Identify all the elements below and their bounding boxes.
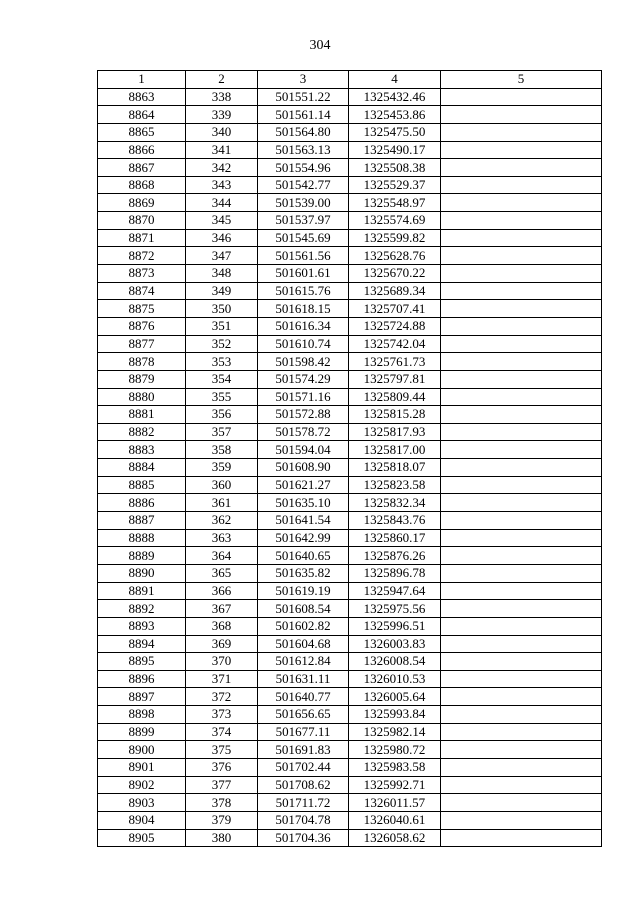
note-cell <box>441 794 602 812</box>
x-coordinate-cell: 501561.14 <box>258 106 349 124</box>
note-cell <box>441 741 602 759</box>
y-coordinate-cell: 1325432.46 <box>349 88 441 106</box>
table-row <box>98 653 602 671</box>
x-coordinate-cell: 501708.62 <box>258 776 349 794</box>
y-coordinate-cell: 1326040.61 <box>349 811 441 829</box>
table-row <box>98 459 602 477</box>
point-number-cell: 349 <box>186 282 258 300</box>
table-row <box>98 741 602 759</box>
x-coordinate-cell: 501618.15 <box>258 300 349 318</box>
note-cell <box>441 300 602 318</box>
note-cell <box>441 564 602 582</box>
point-number-cell: 356 <box>186 406 258 424</box>
row-number-cell: 8885 <box>98 476 186 494</box>
table-row <box>98 670 602 688</box>
x-coordinate-cell: 501608.54 <box>258 600 349 618</box>
y-coordinate-cell: 1325809.44 <box>349 388 441 406</box>
x-coordinate-cell: 501612.84 <box>258 653 349 671</box>
row-number-cell: 8880 <box>98 388 186 406</box>
x-coordinate-cell: 501604.68 <box>258 635 349 653</box>
table-row <box>98 582 602 600</box>
x-coordinate-cell: 501635.10 <box>258 494 349 512</box>
point-number-cell: 338 <box>186 88 258 106</box>
table-row <box>98 758 602 776</box>
row-number-cell: 8892 <box>98 600 186 618</box>
note-cell <box>441 459 602 477</box>
row-number-cell: 8905 <box>98 829 186 847</box>
y-coordinate-cell: 1326008.54 <box>349 653 441 671</box>
table-row <box>98 159 602 177</box>
table-row <box>98 141 602 159</box>
row-number-cell: 8882 <box>98 423 186 441</box>
row-number-cell: 8884 <box>98 459 186 477</box>
table-row <box>98 388 602 406</box>
table-row <box>98 229 602 247</box>
x-coordinate-cell: 501601.61 <box>258 265 349 283</box>
row-number-cell: 8863 <box>98 88 186 106</box>
point-number-cell: 340 <box>186 123 258 141</box>
note-cell <box>441 265 602 283</box>
point-number-cell: 350 <box>186 300 258 318</box>
note-cell <box>441 317 602 335</box>
y-coordinate-cell: 1325947.64 <box>349 582 441 600</box>
row-number-cell: 8864 <box>98 106 186 124</box>
x-coordinate-cell: 501539.00 <box>258 194 349 212</box>
x-coordinate-cell: 501545.69 <box>258 229 349 247</box>
note-cell <box>441 776 602 794</box>
y-coordinate-cell: 1325817.93 <box>349 423 441 441</box>
point-number-cell: 355 <box>186 388 258 406</box>
note-cell <box>441 758 602 776</box>
note-cell <box>441 229 602 247</box>
note-cell <box>441 582 602 600</box>
row-number-cell: 8872 <box>98 247 186 265</box>
x-coordinate-cell: 501641.54 <box>258 512 349 530</box>
page-number: 304 <box>309 38 331 53</box>
y-coordinate-cell: 1325843.76 <box>349 512 441 530</box>
note-cell <box>441 388 602 406</box>
point-number-cell: 365 <box>186 564 258 582</box>
table-row <box>98 723 602 741</box>
row-number-cell: 8873 <box>98 265 186 283</box>
y-coordinate-cell: 1325453.86 <box>349 106 441 124</box>
x-coordinate-cell: 501642.99 <box>258 529 349 547</box>
point-number-cell: 364 <box>186 547 258 565</box>
y-coordinate-cell: 1325490.17 <box>349 141 441 159</box>
table-row <box>98 353 602 371</box>
note-cell <box>441 141 602 159</box>
row-number-cell: 8875 <box>98 300 186 318</box>
point-number-cell: 339 <box>186 106 258 124</box>
x-coordinate-cell: 501602.82 <box>258 617 349 635</box>
point-number-cell: 376 <box>186 758 258 776</box>
x-coordinate-cell: 501594.04 <box>258 441 349 459</box>
y-coordinate-cell: 1325548.97 <box>349 194 441 212</box>
y-coordinate-cell: 1325689.34 <box>349 282 441 300</box>
table-row <box>98 476 602 494</box>
table-row <box>98 617 602 635</box>
table-row <box>98 212 602 230</box>
point-number-cell: 362 <box>186 512 258 530</box>
x-coordinate-cell: 501610.74 <box>258 335 349 353</box>
point-number-cell: 342 <box>186 159 258 177</box>
table-row <box>98 829 602 847</box>
y-coordinate-cell: 1325996.51 <box>349 617 441 635</box>
note-cell <box>441 811 602 829</box>
point-number-cell: 369 <box>186 635 258 653</box>
point-number-cell: 359 <box>186 459 258 477</box>
x-coordinate-cell: 501635.82 <box>258 564 349 582</box>
row-number-cell: 8878 <box>98 353 186 371</box>
note-cell <box>441 176 602 194</box>
x-coordinate-cell: 501631.11 <box>258 670 349 688</box>
table-row <box>98 123 602 141</box>
y-coordinate-cell: 1325896.78 <box>349 564 441 582</box>
x-coordinate-cell: 501656.65 <box>258 706 349 724</box>
x-coordinate-cell: 501704.36 <box>258 829 349 847</box>
point-number-cell: 351 <box>186 317 258 335</box>
note-cell <box>441 706 602 724</box>
y-coordinate-cell: 1325982.14 <box>349 723 441 741</box>
row-number-cell: 8868 <box>98 176 186 194</box>
table-row <box>98 512 602 530</box>
table-row <box>98 300 602 318</box>
row-number-cell: 8888 <box>98 529 186 547</box>
x-coordinate-cell: 501616.34 <box>258 317 349 335</box>
row-number-cell: 8895 <box>98 653 186 671</box>
note-cell <box>441 123 602 141</box>
x-coordinate-cell: 501578.72 <box>258 423 349 441</box>
y-coordinate-cell: 1325724.88 <box>349 317 441 335</box>
y-coordinate-cell: 1325992.71 <box>349 776 441 794</box>
row-number-cell: 8865 <box>98 123 186 141</box>
row-number-cell: 8904 <box>98 811 186 829</box>
point-number-cell: 380 <box>186 829 258 847</box>
table-row <box>98 776 602 794</box>
row-number-cell: 8871 <box>98 229 186 247</box>
note-cell <box>441 159 602 177</box>
row-number-cell: 8874 <box>98 282 186 300</box>
y-coordinate-cell: 1325817.00 <box>349 441 441 459</box>
row-number-cell: 8893 <box>98 617 186 635</box>
y-coordinate-cell: 1325832.34 <box>349 494 441 512</box>
row-number-cell: 8887 <box>98 512 186 530</box>
point-number-cell: 343 <box>186 176 258 194</box>
x-coordinate-cell: 501704.78 <box>258 811 349 829</box>
note-cell <box>441 406 602 424</box>
x-coordinate-cell: 501551.22 <box>258 88 349 106</box>
x-coordinate-cell: 501554.96 <box>258 159 349 177</box>
row-number-cell: 8901 <box>98 758 186 776</box>
table-row <box>98 564 602 582</box>
y-coordinate-cell: 1326003.83 <box>349 635 441 653</box>
y-coordinate-cell: 1326011.57 <box>349 794 441 812</box>
table-row <box>98 176 602 194</box>
y-coordinate-cell: 1325823.58 <box>349 476 441 494</box>
point-number-cell: 370 <box>186 653 258 671</box>
note-cell <box>441 547 602 565</box>
row-number-cell: 8876 <box>98 317 186 335</box>
row-number-cell: 8889 <box>98 547 186 565</box>
y-coordinate-cell: 1326005.64 <box>349 688 441 706</box>
y-coordinate-cell: 1325761.73 <box>349 353 441 371</box>
table-row <box>98 706 602 724</box>
point-number-cell: 344 <box>186 194 258 212</box>
note-cell <box>441 635 602 653</box>
y-coordinate-cell: 1325983.58 <box>349 758 441 776</box>
point-number-cell: 358 <box>186 441 258 459</box>
row-number-cell: 8897 <box>98 688 186 706</box>
x-coordinate-cell: 501561.56 <box>258 247 349 265</box>
y-coordinate-cell: 1325574.69 <box>349 212 441 230</box>
y-coordinate-cell: 1325876.26 <box>349 547 441 565</box>
table-row <box>98 794 602 812</box>
note-cell <box>441 106 602 124</box>
row-number-cell: 8903 <box>98 794 186 812</box>
point-number-cell: 361 <box>186 494 258 512</box>
row-number-cell: 8870 <box>98 212 186 230</box>
point-number-cell: 366 <box>186 582 258 600</box>
point-number-cell: 371 <box>186 670 258 688</box>
table-row <box>98 811 602 829</box>
table-row <box>98 688 602 706</box>
note-cell <box>441 194 602 212</box>
x-coordinate-cell: 501615.76 <box>258 282 349 300</box>
row-number-cell: 8881 <box>98 406 186 424</box>
note-cell <box>441 653 602 671</box>
y-coordinate-cell: 1326058.62 <box>349 829 441 847</box>
table-row <box>98 406 602 424</box>
x-coordinate-cell: 501542.77 <box>258 176 349 194</box>
row-number-cell: 8902 <box>98 776 186 794</box>
note-cell <box>441 247 602 265</box>
x-coordinate-cell: 501621.27 <box>258 476 349 494</box>
x-coordinate-cell: 501640.65 <box>258 547 349 565</box>
table-header-row <box>98 71 602 89</box>
point-number-cell: 372 <box>186 688 258 706</box>
point-number-cell: 348 <box>186 265 258 283</box>
note-cell <box>441 617 602 635</box>
point-number-cell: 374 <box>186 723 258 741</box>
note-cell <box>441 335 602 353</box>
point-number-cell: 353 <box>186 353 258 371</box>
row-number-cell: 8869 <box>98 194 186 212</box>
row-number-cell: 8867 <box>98 159 186 177</box>
x-coordinate-cell: 501537.97 <box>258 212 349 230</box>
x-coordinate-cell: 501571.16 <box>258 388 349 406</box>
table-row <box>98 441 602 459</box>
point-number-cell: 373 <box>186 706 258 724</box>
y-coordinate-cell: 1325860.17 <box>349 529 441 547</box>
x-coordinate-cell: 501563.13 <box>258 141 349 159</box>
note-cell <box>441 476 602 494</box>
row-number-cell: 8879 <box>98 370 186 388</box>
table-row <box>98 600 602 618</box>
row-number-cell: 8899 <box>98 723 186 741</box>
point-number-cell: 378 <box>186 794 258 812</box>
note-cell <box>441 529 602 547</box>
y-coordinate-cell: 1325815.28 <box>349 406 441 424</box>
note-cell <box>441 512 602 530</box>
x-coordinate-cell: 501574.29 <box>258 370 349 388</box>
y-coordinate-cell: 1325980.72 <box>349 741 441 759</box>
point-number-cell: 347 <box>186 247 258 265</box>
note-cell <box>441 688 602 706</box>
table-row <box>98 194 602 212</box>
table-row <box>98 88 602 106</box>
coordinates-table <box>97 70 602 847</box>
table-row <box>98 547 602 565</box>
note-cell <box>441 88 602 106</box>
table-row <box>98 370 602 388</box>
y-coordinate-cell: 1325628.76 <box>349 247 441 265</box>
x-coordinate-cell: 501572.88 <box>258 406 349 424</box>
note-cell <box>441 600 602 618</box>
row-number-cell: 8890 <box>98 564 186 582</box>
note-cell <box>441 829 602 847</box>
y-coordinate-cell: 1325475.50 <box>349 123 441 141</box>
table-row <box>98 635 602 653</box>
x-coordinate-cell: 501677.11 <box>258 723 349 741</box>
table-row <box>98 529 602 547</box>
note-cell <box>441 212 602 230</box>
y-coordinate-cell: 1325797.81 <box>349 370 441 388</box>
row-number-cell: 8898 <box>98 706 186 724</box>
note-cell <box>441 494 602 512</box>
x-coordinate-cell: 501691.83 <box>258 741 349 759</box>
x-coordinate-cell: 501702.44 <box>258 758 349 776</box>
point-number-cell: 360 <box>186 476 258 494</box>
row-number-cell: 8894 <box>98 635 186 653</box>
table-row <box>98 423 602 441</box>
y-coordinate-cell: 1325670.22 <box>349 265 441 283</box>
point-number-cell: 352 <box>186 335 258 353</box>
note-cell <box>441 723 602 741</box>
note-cell <box>441 353 602 371</box>
table-row <box>98 282 602 300</box>
y-coordinate-cell: 1325707.41 <box>349 300 441 318</box>
x-coordinate-cell: 501564.80 <box>258 123 349 141</box>
x-coordinate-cell: 501608.90 <box>258 459 349 477</box>
point-number-cell: 354 <box>186 370 258 388</box>
point-number-cell: 363 <box>186 529 258 547</box>
point-number-cell: 341 <box>186 141 258 159</box>
point-number-cell: 379 <box>186 811 258 829</box>
table-body <box>98 88 602 847</box>
note-cell <box>441 670 602 688</box>
table-row <box>98 317 602 335</box>
row-number-cell: 8866 <box>98 141 186 159</box>
table-row <box>98 494 602 512</box>
column-header-3: 3 <box>258 71 349 89</box>
note-cell <box>441 423 602 441</box>
point-number-cell: 368 <box>186 617 258 635</box>
row-number-cell: 8877 <box>98 335 186 353</box>
y-coordinate-cell: 1325529.37 <box>349 176 441 194</box>
column-header-2: 2 <box>186 71 258 89</box>
y-coordinate-cell: 1325818.07 <box>349 459 441 477</box>
point-number-cell: 377 <box>186 776 258 794</box>
point-number-cell: 367 <box>186 600 258 618</box>
row-number-cell: 8883 <box>98 441 186 459</box>
x-coordinate-cell: 501711.72 <box>258 794 349 812</box>
note-cell <box>441 370 602 388</box>
y-coordinate-cell: 1326010.53 <box>349 670 441 688</box>
row-number-cell: 8900 <box>98 741 186 759</box>
y-coordinate-cell: 1325742.04 <box>349 335 441 353</box>
y-coordinate-cell: 1325508.38 <box>349 159 441 177</box>
row-number-cell: 8886 <box>98 494 186 512</box>
point-number-cell: 345 <box>186 212 258 230</box>
point-number-cell: 346 <box>186 229 258 247</box>
x-coordinate-cell: 501640.77 <box>258 688 349 706</box>
row-number-cell: 8896 <box>98 670 186 688</box>
note-cell <box>441 282 602 300</box>
x-coordinate-cell: 501619.19 <box>258 582 349 600</box>
table-row <box>98 335 602 353</box>
note-cell <box>441 441 602 459</box>
y-coordinate-cell: 1325599.82 <box>349 229 441 247</box>
x-coordinate-cell: 501598.42 <box>258 353 349 371</box>
point-number-cell: 375 <box>186 741 258 759</box>
column-header-4: 4 <box>349 71 441 89</box>
table-row <box>98 247 602 265</box>
table-row <box>98 265 602 283</box>
point-number-cell: 357 <box>186 423 258 441</box>
y-coordinate-cell: 1325975.56 <box>349 600 441 618</box>
table-row <box>98 106 602 124</box>
row-number-cell: 8891 <box>98 582 186 600</box>
column-header-1: 1 <box>98 71 186 89</box>
y-coordinate-cell: 1325993.84 <box>349 706 441 724</box>
column-header-5: 5 <box>441 71 602 89</box>
